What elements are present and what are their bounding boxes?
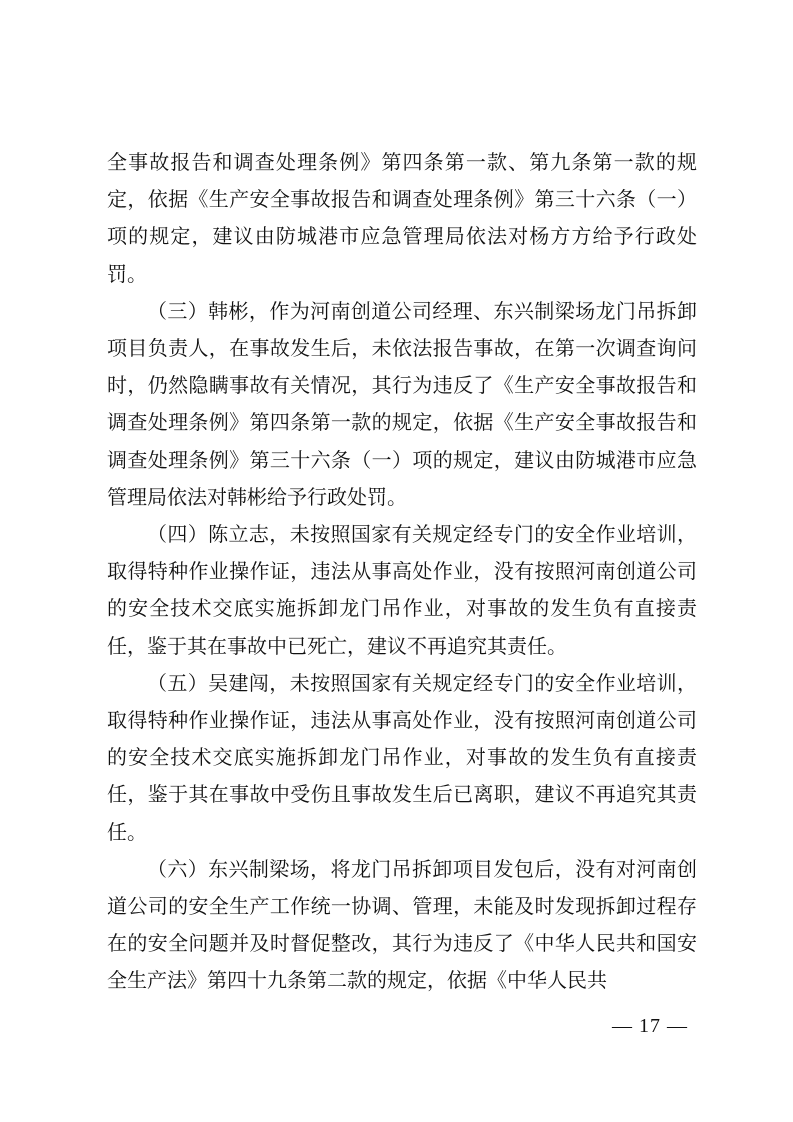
paragraph-continuation: 全事故报告和调查处理条例》第四条第一款、第九条第一款的规定，依据《生产安全事故报告和调查处理条例》第三十六条（一）项的规定，建议由防城港市应急管理局依法对杨方方给予行政处罚。 <box>107 150 697 286</box>
body-text <box>107 144 697 1000</box>
paragraph-item-6: （六）东兴制梁场，将龙门吊拆卸项目发包后，没有对河南创道公司的安全生产工作统一协调、管理，未能及时发现拆卸过程存在的安全问题并及时督促整改，其行为违反了《中华人民共和国安全生产法》第四十九条第二款的规定，依据《中华人民共 <box>107 856 697 993</box>
paragraph-item-5: （五）吴建闯，未按照国家有关规定经专门的安全作业培训，取得特种作业操作证，违法从事高处作业，没有按照河南创道公司的安全技术交底实施拆卸龙门吊作业，对事故的发生负有直接责任，鉴于其在事故中受伤且事故发生后已离职，建议不再追究其责任。 <box>107 670 697 844</box>
paragraph-item-3: （三）韩彬，作为河南创道公司经理、东兴制梁场龙门吊拆卸项目负责人，在事故发生后，未依法报告事故，在第一次调查询问时，仍然隐瞒事故有关情况，其行为违反了《生产安全事故报告和调查处理条例》第四条第一款的规定，依据《生产安全事故报告和调查处理条例》第三十六条（一）项的规定，建议由防城港市应急管理局依法对韩彬给予行政处罚。 <box>107 298 697 509</box>
page-number: — 17 — <box>612 1015 688 1037</box>
paragraph-item-4: （四）陈立志，未按照国家有关规定经专门的安全作业培训，取得特种作业操作证，违法从事高处作业，没有按照河南创道公司的安全技术交底实施拆卸龙门吊作业，对事故的发生负有直接责任，鉴于其在事故中已死亡，建议不再追究其责任。 <box>107 522 697 658</box>
